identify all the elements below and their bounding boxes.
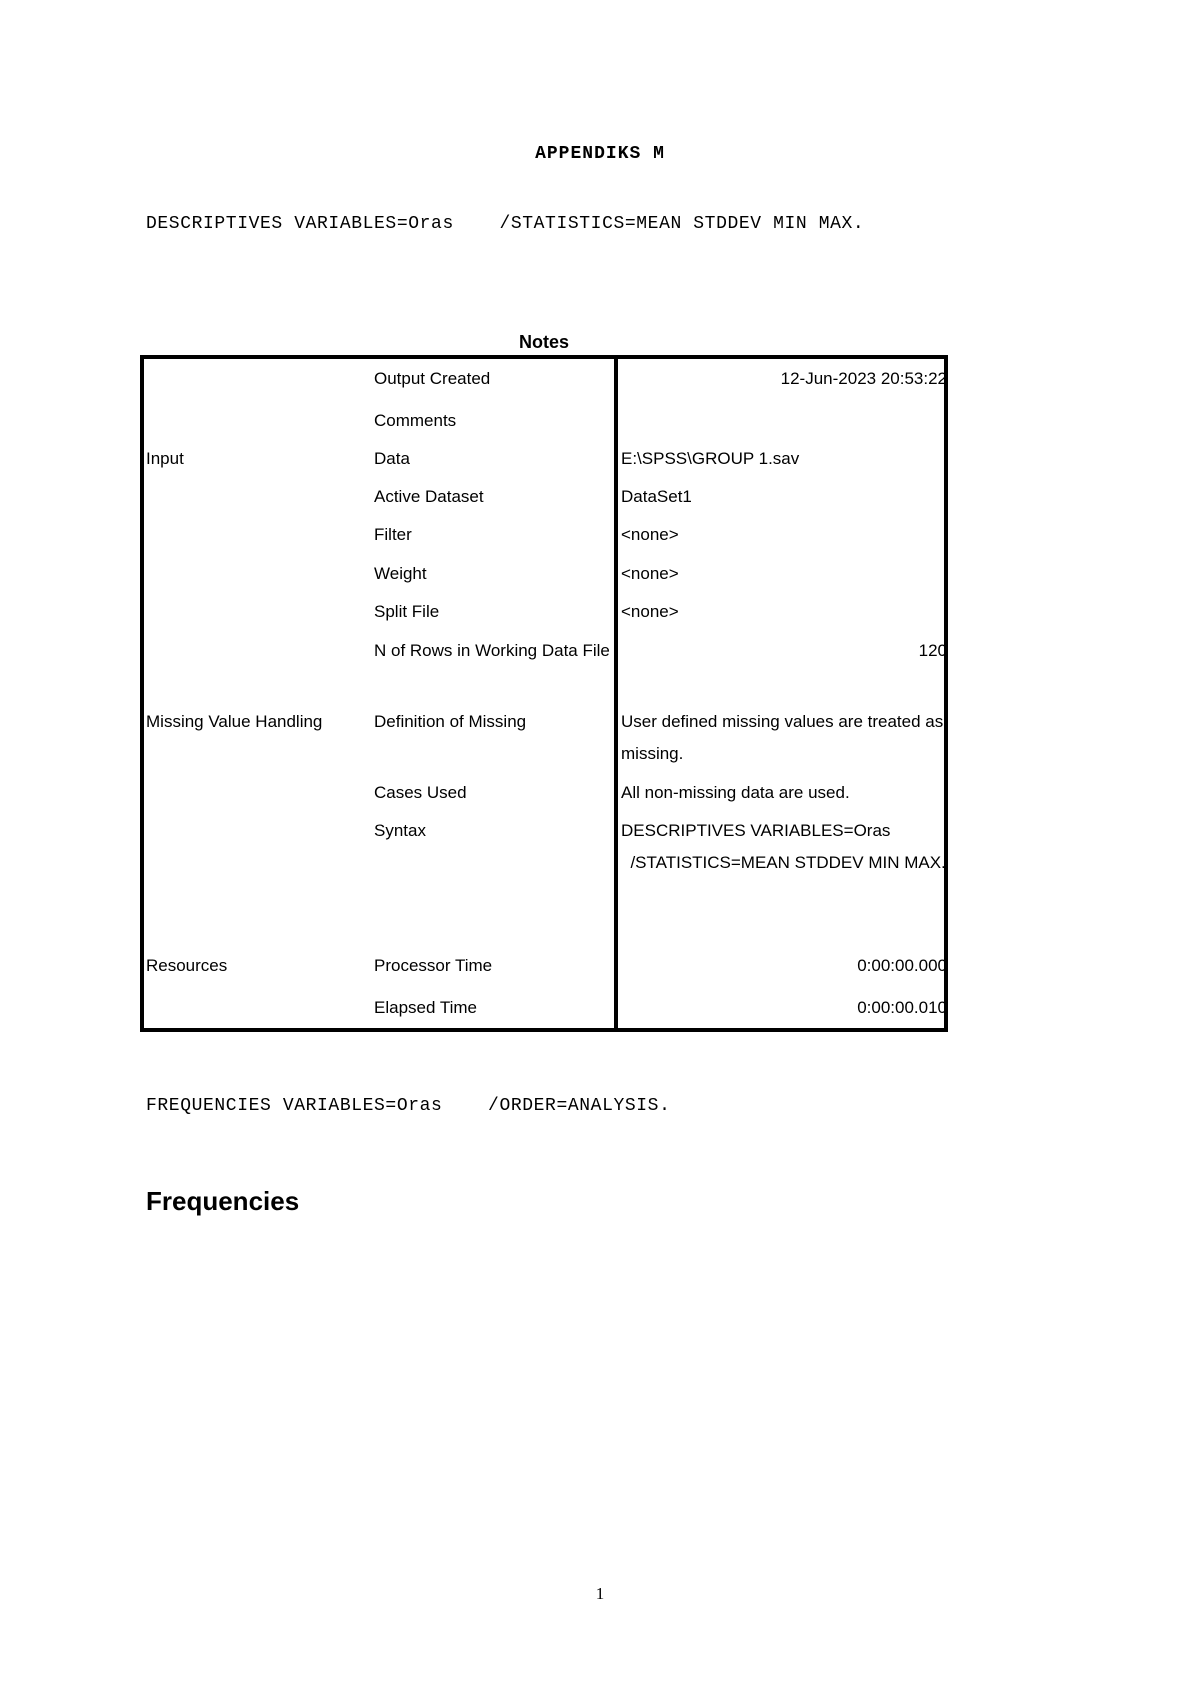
row-label-processor-time: Processor Time	[374, 956, 493, 975]
row-value-cases-used: All non-missing data are used.	[621, 783, 850, 802]
row-value-syntax: DESCRIPTIVES VARIABLES=Oras /STATISTICS=MEAN STDDEV MIN MAX.	[621, 821, 946, 872]
descriptives-syntax: DESCRIPTIVES VARIABLES=Oras /STATISTICS=MEAN STDDEV MIN MAX.	[146, 214, 865, 234]
row-value-definition-of-missing: User defined missing values are treated as missing.	[621, 712, 944, 763]
row-label-active-dataset: Active Dataset	[374, 487, 484, 506]
row-value-filter: <none>	[621, 525, 679, 544]
notes-table-caption: Notes	[518, 332, 569, 352]
row-group-missing-value-handling: Missing Value Handling	[146, 712, 323, 731]
frequencies-heading: Frequencies	[146, 1186, 300, 1216]
row-label-n-of-rows: N of Rows in Working Data File	[374, 641, 610, 660]
row-label-filter: Filter	[374, 525, 412, 544]
row-label-syntax: Syntax	[374, 821, 426, 840]
row-value-output-created: 12-Jun-2023 20:53:22	[780, 369, 947, 388]
column-divider	[614, 359, 618, 1028]
row-value-elapsed-time: 0:00:00.010	[857, 998, 947, 1017]
row-label-cases-used: Cases Used	[374, 783, 467, 802]
row-value-split-file: <none>	[621, 602, 679, 621]
row-label-weight: Weight	[374, 564, 427, 583]
row-group-resources: Resources	[146, 956, 228, 975]
row-value-processor-time: 0:00:00.000	[857, 956, 947, 975]
row-value-weight: <none>	[621, 564, 679, 583]
row-value-data: E:\SPSS\GROUP 1.sav	[621, 449, 800, 468]
page-number: 1	[595, 1584, 605, 1603]
row-value-active-dataset: DataSet1	[621, 487, 692, 506]
row-label-output-created: Output Created	[374, 369, 491, 388]
row-label-elapsed-time: Elapsed Time	[374, 998, 477, 1017]
appendix-title: APPENDIKS M	[535, 144, 665, 164]
row-group-input: Input	[146, 449, 184, 468]
row-label-comments: Comments	[374, 411, 457, 430]
row-label-data: Data	[374, 449, 410, 468]
row-value-n-of-rows: 120	[918, 641, 947, 660]
notes-table	[140, 355, 948, 1032]
row-label-definition-of-missing: Definition of Missing	[374, 712, 527, 731]
row-label-split-file: Split File	[374, 602, 440, 621]
frequencies-syntax: FREQUENCIES VARIABLES=Oras /ORDER=ANALYSIS.	[146, 1096, 671, 1116]
